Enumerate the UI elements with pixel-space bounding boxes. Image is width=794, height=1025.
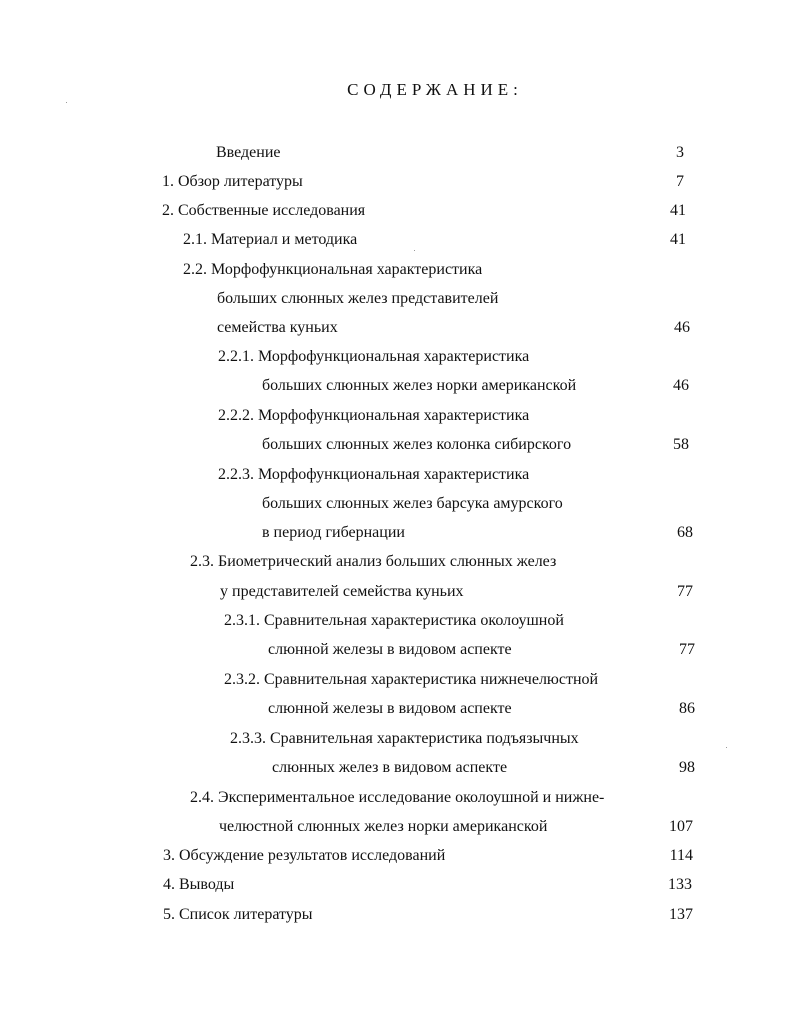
toc-page-number: 46 [673,377,689,394]
toc-page-number: 41 [670,202,686,219]
toc-entry-title-line: 2.3.3. Сравнительная характеристика подъязычных [230,730,579,747]
toc-entry-title-line: 2.3. Биометрический анализ больших слюнных желез [190,553,557,570]
toc-page-number: 133 [668,876,692,893]
toc-entry-title-line: 2.4. Экспериментальное исследование околоушной и нижне- [190,789,605,806]
page-title: СОДЕРЖАНИЕ: [347,80,523,99]
toc-entry-title-line: челюстной слюнных желез норки американской [219,818,548,835]
toc-page-number: 46 [674,319,690,336]
toc-entry-title: Введение [216,144,281,161]
toc-entry-title-line: в период гибернации [262,524,405,541]
toc-page-number: 86 [679,700,695,717]
toc-entry-title: 2.1. Материал и методика [183,231,358,248]
toc-entry-title-line: 2.2.3. Морфофункциональная характеристика [218,466,530,483]
toc-entry-title-line: слюнной железы в видовом аспекте [268,700,512,717]
toc-page-number: 107 [669,818,693,835]
scan-speck [414,250,415,251]
toc-page-number: 41 [670,231,686,248]
toc-page-number: 77 [677,583,693,600]
toc-entry-title-line: 2.2.2. Морфофункциональная характеристика [218,407,530,424]
toc-entry-title-line: 2.3.2. Сравнительная характеристика нижнечелюстной [224,671,599,688]
toc-page-number: 137 [669,906,693,923]
toc-page-number: 3 [676,144,684,161]
toc-page-number: 68 [677,524,693,541]
toc-page-number: 77 [679,641,695,658]
toc-entry-title: 2. Собственные исследования [162,202,366,219]
toc-entry-title-line: у представителей семейства куньих [220,583,464,600]
toc-entry-title-line: 2.3.1. Сравнительная характеристика околоушной [224,612,564,629]
toc-entry-title: 5. Список литературы [163,906,313,923]
toc-entry-title-line: 2.2. Морфофункциональная характеристика [183,261,483,278]
toc-entry-title-line: больших слюнных желез норки американской [262,377,577,394]
toc-entry-title-line: слюнной железы в видовом аспекте [268,641,512,658]
toc-page-number: 58 [673,436,689,453]
toc-entry-title: 4. Выводы [163,876,235,893]
toc-page-number: 98 [679,759,695,776]
toc-page-number: 7 [676,173,684,190]
toc-entry-title-line: семейства куньих [217,319,338,336]
toc-entry-title-line: больших слюнных желез колонка сибирского [262,436,572,453]
toc-entry-title-line: 2.2.1. Морфофункциональная характеристика [218,348,530,365]
toc-entry-title: 3. Обсуждение результатов исследований [163,847,446,864]
scan-speck [726,747,727,748]
toc-entry-title-line: слюнных желез в видовом аспекте [272,759,508,776]
toc-entry-title-line: больших слюнных желез барсука амурского [262,495,563,512]
toc-page-number: 114 [669,847,693,864]
toc-entry-title: 1. Обзор литературы [162,173,303,190]
scan-speck [66,102,67,103]
toc-entry-title-line: больших слюнных желез представителей [217,290,499,307]
